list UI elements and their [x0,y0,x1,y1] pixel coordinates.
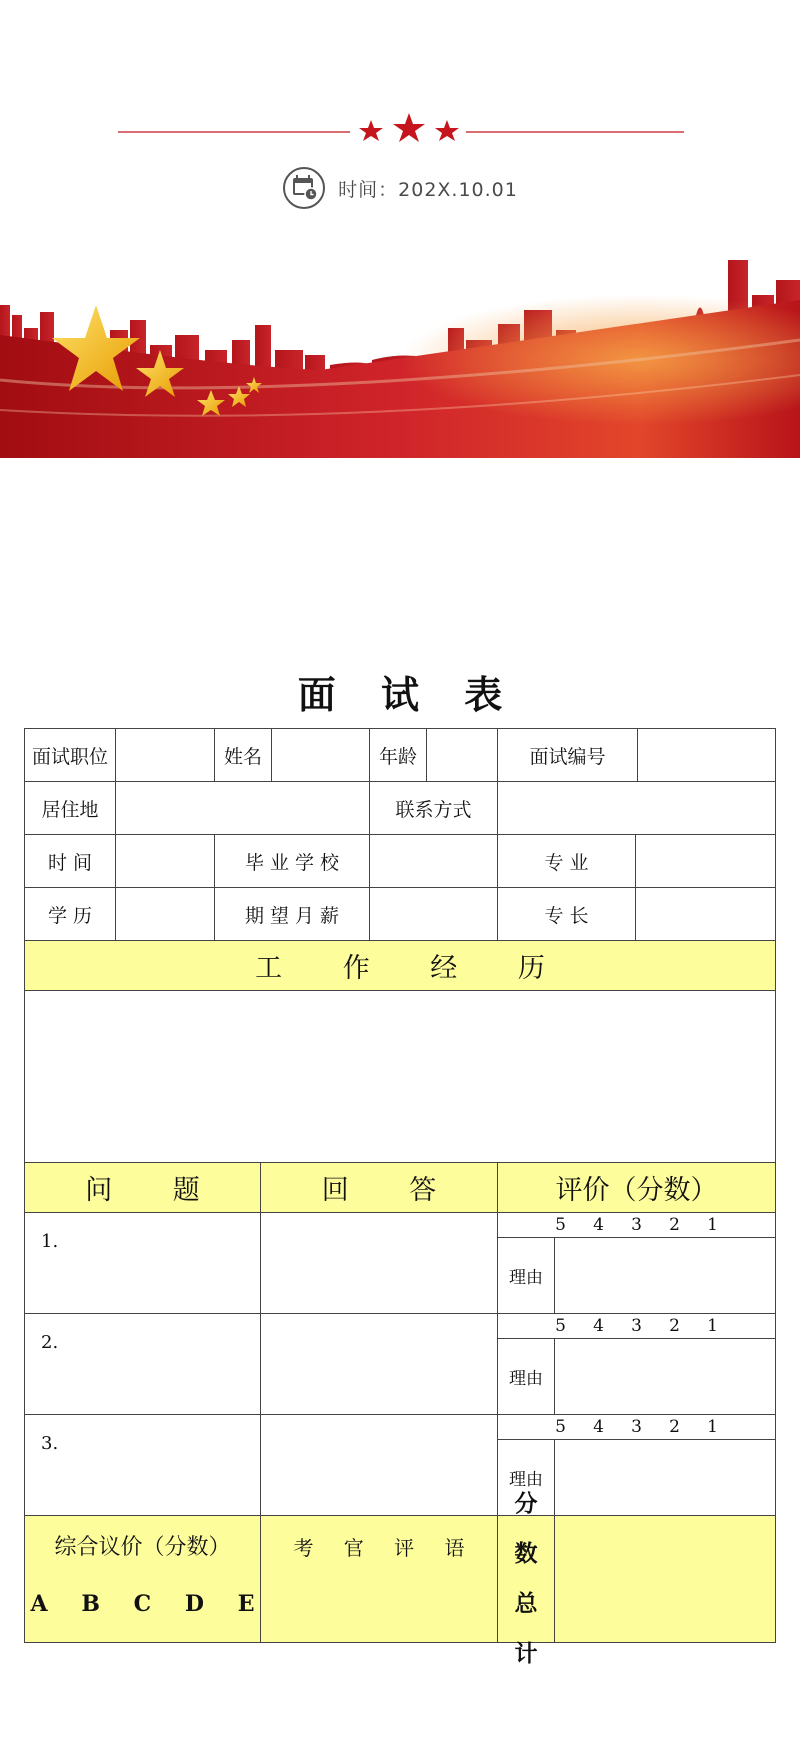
score-3[interactable]: 3 [631,1417,642,1437]
question-number: 3. [41,1433,59,1454]
form-title: 面 试 表 [297,673,519,717]
score-2[interactable]: 2 [669,1316,680,1336]
answer-1-input[interactable] [260,1212,498,1314]
score-4[interactable]: 4 [593,1215,604,1235]
city-skyline-banner [0,240,800,458]
label-residence: 居住地 [24,781,116,835]
grade-e[interactable]: E [237,1591,255,1617]
score-5[interactable]: 5 [555,1215,566,1235]
question-number: 2. [41,1332,59,1353]
reason-label-2: 理由 [497,1338,555,1415]
input-position[interactable] [115,728,215,782]
score-scale-3[interactable] [497,1414,776,1440]
grade-b[interactable]: B [81,1591,100,1617]
score-4[interactable]: 4 [593,1316,604,1336]
grade-options [31,1591,255,1617]
work-experience-input[interactable] [24,990,776,1163]
reason-input-1[interactable] [554,1237,776,1314]
evaluation-header: 评价（分数） [497,1162,776,1213]
input-name[interactable] [271,728,370,782]
input-age[interactable] [426,728,498,782]
answer-3-input[interactable] [260,1414,498,1516]
calendar-clock-icon [282,166,326,210]
question-header: 问 题 [24,1162,261,1213]
label-time: 时 间 [24,834,116,888]
grade-c[interactable]: C [133,1591,152,1617]
star-icon [359,120,383,141]
question-3-cell[interactable] [24,1414,261,1516]
time-text: 时间：202X.10.01 [338,178,518,201]
total-score-label-cell [497,1491,555,1667]
score-2[interactable]: 2 [669,1417,680,1437]
time-row [0,166,800,210]
score-scale-1[interactable] [497,1212,776,1238]
interview-form [24,728,776,1667]
work-experience-header: 工 作 经 历 [24,940,776,991]
label-position: 面试职位 [24,728,116,782]
score-1[interactable]: 1 [707,1417,718,1437]
answer-header: 回 答 [260,1162,498,1213]
grade-d[interactable]: D [184,1591,204,1617]
score-1[interactable]: 1 [707,1316,718,1336]
input-contact[interactable] [497,781,776,835]
question-1-cell[interactable] [24,1212,261,1314]
score-3[interactable]: 3 [631,1316,642,1336]
reason-input-2[interactable] [554,1338,776,1415]
star-icon [393,113,425,142]
label-number: 面试编号 [497,728,638,782]
label-salary: 期 望 月 薪 [214,887,370,941]
question-2-cell[interactable] [24,1313,261,1415]
total-score-input[interactable] [554,1515,776,1643]
reason-label-3: 理由 [497,1439,555,1516]
label-education: 学 历 [24,887,116,941]
input-specialty[interactable] [635,887,776,941]
input-salary[interactable] [369,887,498,941]
examiner-comment-cell[interactable] [260,1515,498,1643]
input-school[interactable] [369,834,498,888]
grade-a[interactable]: A [30,1591,48,1617]
overall-rating-label: 综合议价（分数） [54,1535,231,1560]
label-age: 年龄 [369,728,427,782]
total-score-label-top: 分数 [514,1491,538,1567]
input-time[interactable] [115,834,215,888]
score-3[interactable]: 3 [631,1215,642,1235]
score-5[interactable]: 5 [555,1417,566,1437]
label-major: 专 业 [497,834,636,888]
label-name: 姓名 [214,728,272,782]
score-2[interactable]: 2 [669,1215,680,1235]
score-5[interactable]: 5 [555,1316,566,1336]
total-score-label-bottom: 总计 [514,1591,538,1667]
reason-label-1: 理由 [497,1237,555,1314]
label-school: 毕 业 学 校 [214,834,370,888]
input-major[interactable] [635,834,776,888]
label-specialty: 专 长 [497,887,636,941]
overall-rating-cell [24,1515,261,1643]
answer-2-input[interactable] [260,1313,498,1415]
label-contact: 联系方式 [369,781,498,835]
examiner-comment-label: 考 官 评 语 [293,1536,477,1560]
score-1[interactable]: 1 [707,1215,718,1235]
star-icon [435,120,459,141]
reason-input-3[interactable] [554,1439,776,1516]
question-number: 1. [41,1231,59,1252]
score-4[interactable]: 4 [593,1417,604,1437]
score-scale-2[interactable] [497,1313,776,1339]
input-number[interactable] [637,728,776,782]
input-education[interactable] [115,887,215,941]
input-residence[interactable] [115,781,370,835]
